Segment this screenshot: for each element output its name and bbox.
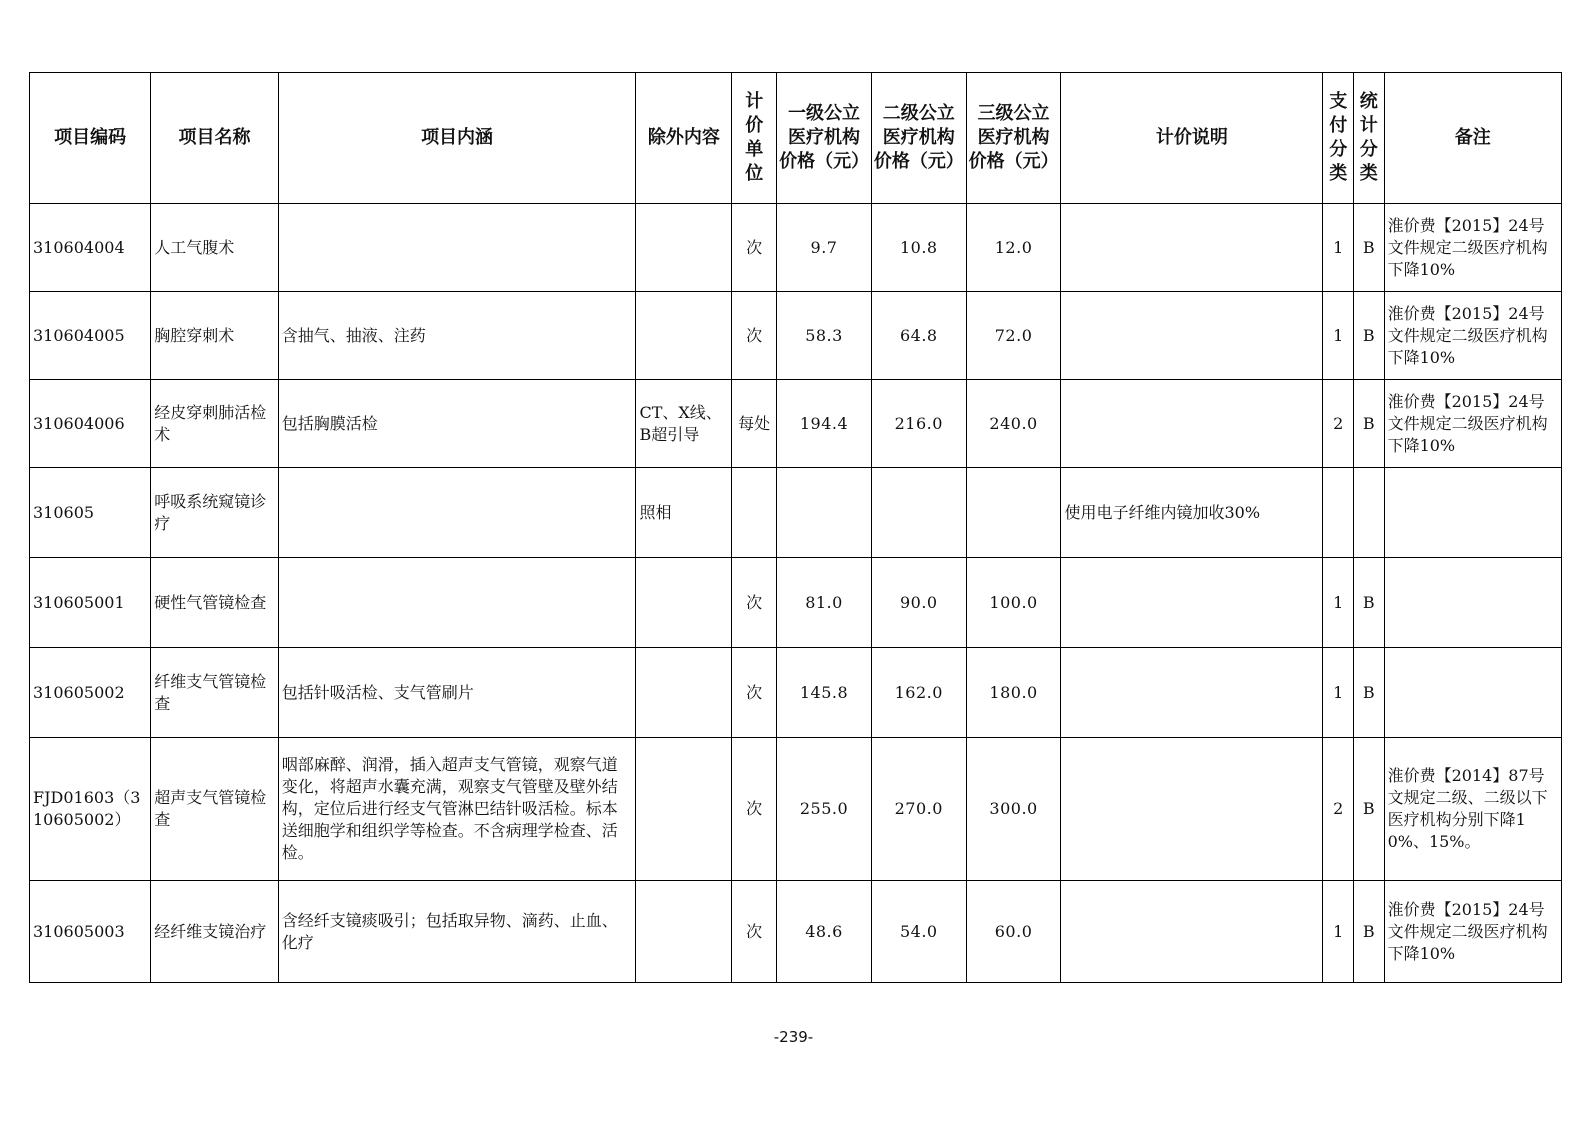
header-level1-price: 一级公立医疗机构价格（元） bbox=[777, 73, 872, 204]
table-row bbox=[30, 558, 1562, 648]
cell-exclusions: CT、X线、B超引导 bbox=[636, 380, 732, 468]
cell-unit: 次 bbox=[732, 738, 777, 881]
cell-level3 bbox=[966, 468, 1061, 558]
header-level3-price: 三级公立医疗机构价格（元） bbox=[966, 73, 1061, 204]
cell-name: 人工气腹术 bbox=[151, 204, 278, 292]
cell-remarks bbox=[1384, 468, 1561, 558]
cell-exclusions bbox=[636, 881, 732, 983]
cell-level1: 145.8 bbox=[777, 648, 872, 738]
cell-pricing-note bbox=[1061, 881, 1323, 983]
cell-level1 bbox=[777, 468, 872, 558]
cell-level2: 216.0 bbox=[871, 380, 966, 468]
cell-content bbox=[278, 204, 636, 292]
cell-pricing-note bbox=[1061, 380, 1323, 468]
cell-pricing-note bbox=[1061, 648, 1323, 738]
cell-level3: 240.0 bbox=[966, 380, 1061, 468]
cell-pricing-note bbox=[1061, 738, 1323, 881]
cell-code: 310605003 bbox=[30, 881, 151, 983]
cell-level3: 72.0 bbox=[966, 292, 1061, 380]
cell-payment-class: 1 bbox=[1323, 204, 1354, 292]
cell-stat-class: B bbox=[1353, 881, 1384, 983]
cell-exclusions bbox=[636, 738, 732, 881]
cell-unit: 次 bbox=[732, 292, 777, 380]
cell-name: 呼吸系统窥镜诊疗 bbox=[151, 468, 278, 558]
cell-pricing-note bbox=[1061, 204, 1323, 292]
cell-payment-class: 1 bbox=[1323, 292, 1354, 380]
cell-stat-class: B bbox=[1353, 292, 1384, 380]
cell-remarks: 淮价费【2015】24号文件规定二级医疗机构下降10% bbox=[1384, 204, 1561, 292]
cell-stat-class: B bbox=[1353, 558, 1384, 648]
header-remarks: 备注 bbox=[1384, 73, 1561, 204]
table-row bbox=[30, 292, 1562, 380]
cell-remarks: 淮价费【2014】87号文规定二级、二级以下医疗机构分别下降10%、15%。 bbox=[1384, 738, 1561, 881]
page-number: -239- bbox=[773, 1028, 814, 1046]
cell-content bbox=[278, 558, 636, 648]
cell-stat-class: B bbox=[1353, 738, 1384, 881]
cell-unit: 次 bbox=[732, 204, 777, 292]
header-stat-class-text: 统计分类 bbox=[1359, 91, 1378, 184]
cell-level1: 58.3 bbox=[777, 292, 872, 380]
cell-unit: 次 bbox=[732, 881, 777, 983]
cell-name: 纤维支气管镜检查 bbox=[151, 648, 278, 738]
cell-code: 310605002 bbox=[30, 648, 151, 738]
cell-exclusions bbox=[636, 648, 732, 738]
header-payment-class bbox=[1323, 73, 1354, 204]
cell-level1: 255.0 bbox=[777, 738, 872, 881]
cell-payment-class: 1 bbox=[1323, 558, 1354, 648]
cell-stat-class: B bbox=[1353, 204, 1384, 292]
cell-unit: 次 bbox=[732, 648, 777, 738]
header-payment-class-text: 支付分类 bbox=[1329, 91, 1348, 184]
cell-exclusions bbox=[636, 204, 732, 292]
cell-remarks bbox=[1384, 648, 1561, 738]
cell-level2: 90.0 bbox=[871, 558, 966, 648]
cell-level1: 9.7 bbox=[777, 204, 872, 292]
cell-level3: 60.0 bbox=[966, 881, 1061, 983]
cell-unit: 每处 bbox=[732, 380, 777, 468]
cell-code: 310604006 bbox=[30, 380, 151, 468]
cell-level1: 48.6 bbox=[777, 881, 872, 983]
header-name: 项目名称 bbox=[151, 73, 278, 204]
cell-unit: 次 bbox=[732, 558, 777, 648]
cell-stat-class: B bbox=[1353, 380, 1384, 468]
cell-unit bbox=[732, 468, 777, 558]
cell-code: 310604005 bbox=[30, 292, 151, 380]
cell-level3: 180.0 bbox=[966, 648, 1061, 738]
cell-remarks bbox=[1384, 558, 1561, 648]
cell-content: 含抽气、抽液、注药 bbox=[278, 292, 636, 380]
cell-exclusions: 照相 bbox=[636, 468, 732, 558]
cell-level2: 162.0 bbox=[871, 648, 966, 738]
table-row bbox=[30, 204, 1562, 292]
cell-content: 包括针吸活检、支气管刷片 bbox=[278, 648, 636, 738]
cell-stat-class: B bbox=[1353, 648, 1384, 738]
header-code: 项目编码 bbox=[30, 73, 151, 204]
cell-level1: 194.4 bbox=[777, 380, 872, 468]
cell-payment-class: 1 bbox=[1323, 881, 1354, 983]
cell-level3: 12.0 bbox=[966, 204, 1061, 292]
cell-exclusions bbox=[636, 558, 732, 648]
cell-remarks: 淮价费【2015】24号文件规定二级医疗机构下降10% bbox=[1384, 881, 1561, 983]
header-unit bbox=[732, 73, 777, 204]
cell-pricing-note bbox=[1061, 292, 1323, 380]
cell-content bbox=[278, 468, 636, 558]
cell-payment-class bbox=[1323, 468, 1354, 558]
table-row bbox=[30, 468, 1562, 558]
cell-exclusions bbox=[636, 292, 732, 380]
cell-level2: 54.0 bbox=[871, 881, 966, 983]
cell-remarks: 淮价费【2015】24号文件规定二级医疗机构下降10% bbox=[1384, 380, 1561, 468]
fee-table bbox=[29, 72, 1562, 983]
header-row bbox=[30, 73, 1562, 204]
cell-stat-class bbox=[1353, 468, 1384, 558]
table-body bbox=[30, 204, 1562, 983]
table-row bbox=[30, 881, 1562, 983]
cell-pricing-note bbox=[1061, 558, 1323, 648]
cell-level3: 300.0 bbox=[966, 738, 1061, 881]
header-pricing-note: 计价说明 bbox=[1061, 73, 1323, 204]
cell-remarks: 淮价费【2015】24号文件规定二级医疗机构下降10% bbox=[1384, 292, 1561, 380]
cell-name: 经纤维支镜治疗 bbox=[151, 881, 278, 983]
cell-level3: 100.0 bbox=[966, 558, 1061, 648]
cell-code: FJD01603（310605002） bbox=[30, 738, 151, 881]
cell-level2 bbox=[871, 468, 966, 558]
cell-content: 包括胸膜活检 bbox=[278, 380, 636, 468]
cell-content: 咽部麻醉、润滑，插入超声支气管镜，观察气道变化，将超声水囊充满，观察支气管壁及壁外结构，定位后进行经支气管淋巴结针吸活检。标本送细胞学和组织学等检查。不含病理学检查、活检。 bbox=[278, 738, 636, 881]
cell-payment-class: 2 bbox=[1323, 738, 1354, 881]
table-row bbox=[30, 738, 1562, 881]
cell-name: 硬性气管镜检查 bbox=[151, 558, 278, 648]
header-unit-text: 计价单位 bbox=[745, 91, 764, 184]
cell-pricing-note: 使用电子纤维内镜加收30% bbox=[1061, 468, 1323, 558]
cell-content: 含经纤支镜痰吸引；包括取异物、滴药、止血、化疗 bbox=[278, 881, 636, 983]
cell-level2: 64.8 bbox=[871, 292, 966, 380]
header-exclusions: 除外内容 bbox=[636, 73, 732, 204]
cell-name: 胸腔穿刺术 bbox=[151, 292, 278, 380]
cell-code: 310605 bbox=[30, 468, 151, 558]
cell-name: 超声支气管镜检查 bbox=[151, 738, 278, 881]
cell-level2: 270.0 bbox=[871, 738, 966, 881]
cell-code: 310604004 bbox=[30, 204, 151, 292]
cell-level2: 10.8 bbox=[871, 204, 966, 292]
cell-name: 经皮穿刺肺活检术 bbox=[151, 380, 278, 468]
cell-code: 310605001 bbox=[30, 558, 151, 648]
cell-level1: 81.0 bbox=[777, 558, 872, 648]
table-row bbox=[30, 380, 1562, 468]
cell-payment-class: 1 bbox=[1323, 648, 1354, 738]
header-content: 项目内涵 bbox=[278, 73, 636, 204]
header-stat-class bbox=[1353, 73, 1384, 204]
cell-payment-class: 2 bbox=[1323, 380, 1354, 468]
header-level2-price: 二级公立医疗机构价格（元） bbox=[871, 73, 966, 204]
table-row bbox=[30, 648, 1562, 738]
